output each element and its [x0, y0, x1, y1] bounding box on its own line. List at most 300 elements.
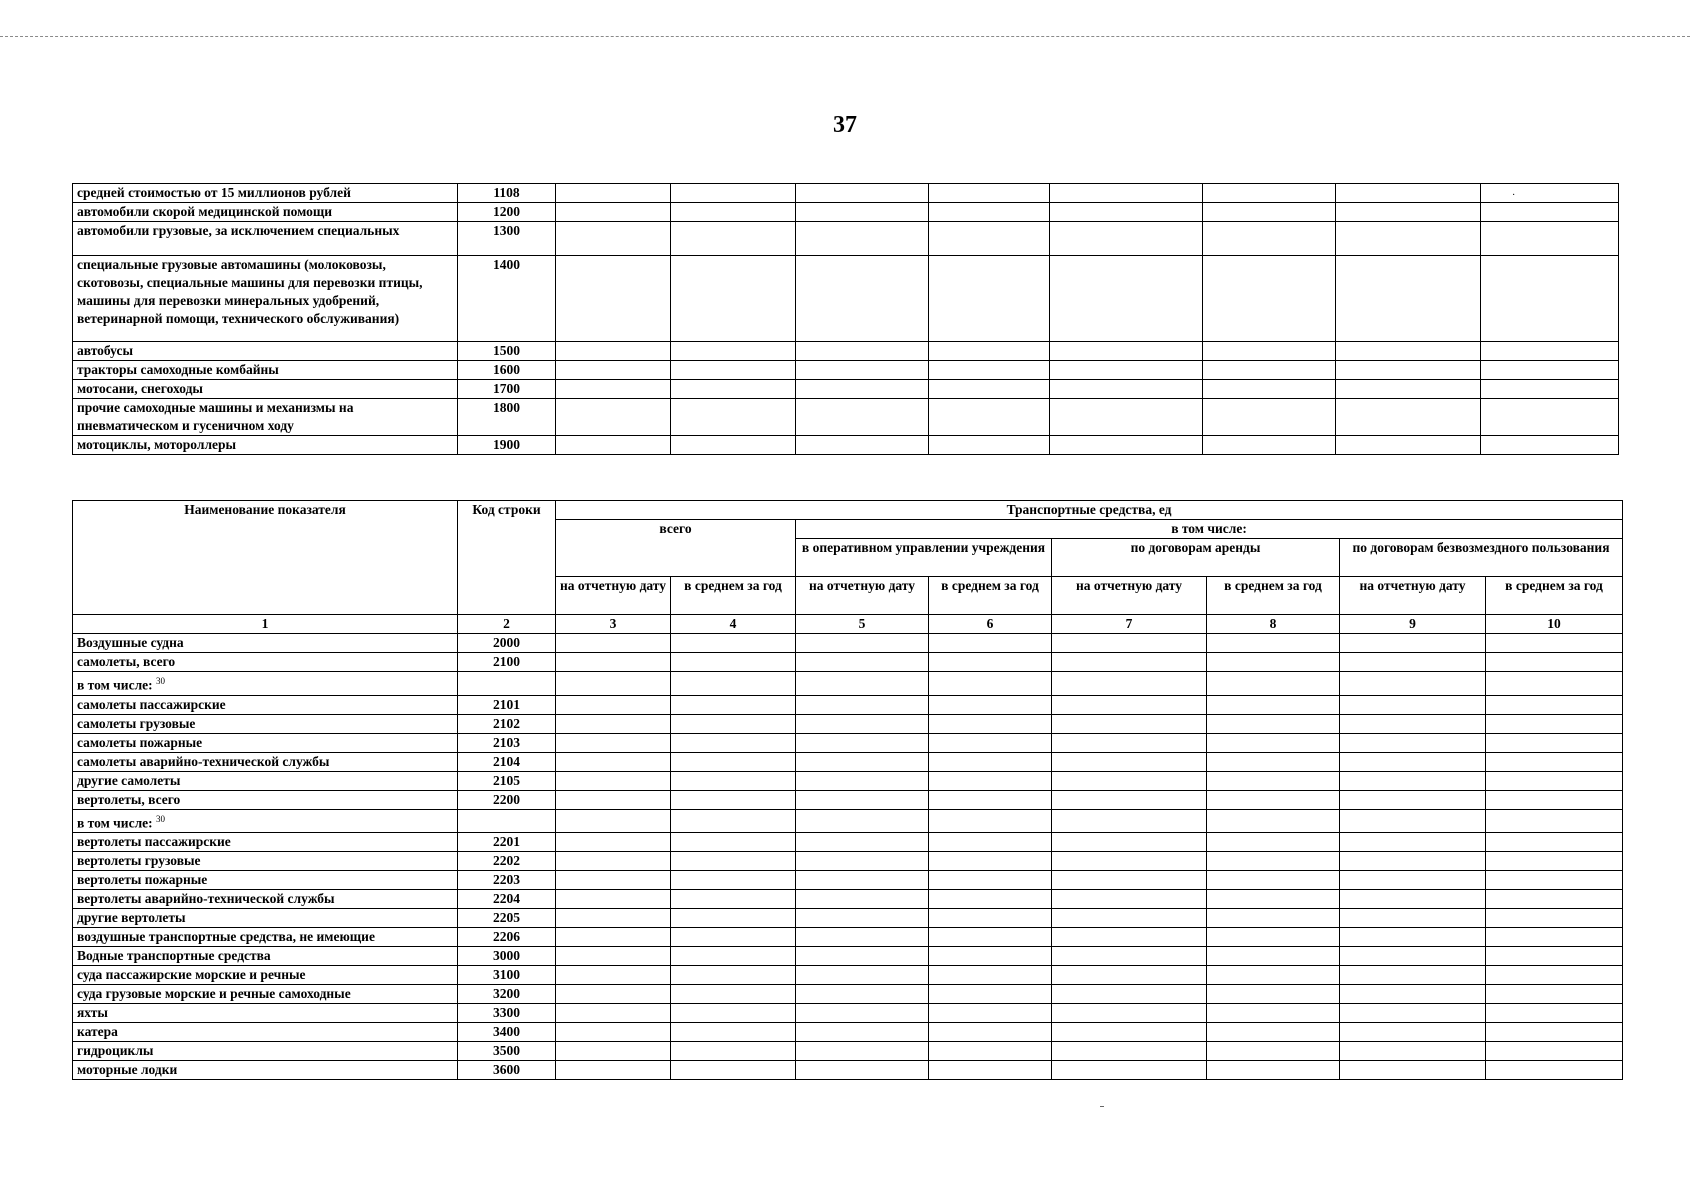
- table-row: [73, 928, 1623, 947]
- value-cell[interactable]: [671, 399, 796, 436]
- value-cell[interactable]: [671, 790, 796, 809]
- value-cell[interactable]: [929, 361, 1050, 380]
- value-cell[interactable]: [1207, 1042, 1340, 1061]
- value-cell[interactable]: [1481, 203, 1619, 222]
- value-cell[interactable]: [556, 399, 671, 436]
- value-cell[interactable]: [1050, 342, 1203, 361]
- value-cell[interactable]: [929, 203, 1050, 222]
- value-cell[interactable]: [556, 909, 671, 928]
- value-cell[interactable]: [929, 714, 1052, 733]
- value-cell[interactable]: [1340, 947, 1486, 966]
- value-cell[interactable]: [1050, 222, 1203, 256]
- value-cell[interactable]: [796, 222, 929, 256]
- value-cell[interactable]: [929, 380, 1050, 399]
- value-cell[interactable]: [671, 947, 796, 966]
- value-cell[interactable]: [929, 634, 1052, 653]
- value-cell[interactable]: [1207, 852, 1340, 871]
- value-cell[interactable]: [1340, 809, 1486, 833]
- value-cell[interactable]: [556, 1061, 671, 1080]
- value-cell[interactable]: [1486, 771, 1623, 790]
- value-cell[interactable]: [1203, 184, 1336, 203]
- row-code: 1500: [458, 342, 556, 361]
- value-cell[interactable]: [671, 985, 796, 1004]
- value-cell[interactable]: [796, 947, 929, 966]
- value-cell[interactable]: [556, 256, 671, 342]
- value-cell[interactable]: [929, 985, 1052, 1004]
- value-cell[interactable]: [671, 342, 796, 361]
- value-cell[interactable]: [796, 695, 929, 714]
- value-cell[interactable]: [671, 380, 796, 399]
- value-cell[interactable]: [796, 928, 929, 947]
- value-cell[interactable]: [556, 985, 671, 1004]
- row-code: 2102: [458, 714, 556, 733]
- value-cell[interactable]: [1207, 1061, 1340, 1080]
- value-cell[interactable]: [1340, 833, 1486, 852]
- value-cell[interactable]: [556, 634, 671, 653]
- value-cell[interactable]: [671, 909, 796, 928]
- value-cell[interactable]: [1052, 771, 1207, 790]
- value-cell[interactable]: [929, 871, 1052, 890]
- value-cell[interactable]: [671, 833, 796, 852]
- value-cell[interactable]: [1340, 733, 1486, 752]
- value-cell[interactable]: [556, 809, 671, 833]
- value-cell[interactable]: [556, 871, 671, 890]
- value-cell[interactable]: [1052, 752, 1207, 771]
- value-cell[interactable]: [1486, 1004, 1623, 1023]
- value-cell[interactable]: [1336, 436, 1481, 455]
- value-cell[interactable]: [1486, 790, 1623, 809]
- value-cell[interactable]: [929, 342, 1050, 361]
- value-cell[interactable]: [556, 222, 671, 256]
- value-cell[interactable]: [1052, 653, 1207, 672]
- value-cell[interactable]: [1207, 714, 1340, 733]
- value-cell[interactable]: [929, 809, 1052, 833]
- value-cell[interactable]: [556, 672, 671, 696]
- value-cell[interactable]: [1207, 771, 1340, 790]
- value-cell[interactable]: [1203, 222, 1336, 256]
- value-cell[interactable]: [796, 985, 929, 1004]
- value-cell[interactable]: [796, 1042, 929, 1061]
- value-cell[interactable]: [929, 672, 1052, 696]
- value-cell[interactable]: [1340, 1061, 1486, 1080]
- value-cell[interactable]: [1052, 809, 1207, 833]
- value-cell[interactable]: [929, 852, 1052, 871]
- value-cell[interactable]: [796, 1004, 929, 1023]
- value-cell[interactable]: [1052, 985, 1207, 1004]
- value-cell[interactable]: [1486, 985, 1623, 1004]
- value-cell[interactable]: [929, 909, 1052, 928]
- table-row: [73, 1023, 1623, 1042]
- value-cell[interactable]: [1481, 256, 1619, 342]
- row-code: 2201: [458, 833, 556, 852]
- row-name: [73, 947, 458, 966]
- value-cell[interactable]: [1340, 852, 1486, 871]
- value-cell[interactable]: [1486, 966, 1623, 985]
- value-cell[interactable]: [556, 695, 671, 714]
- value-cell[interactable]: [1486, 947, 1623, 966]
- value-cell[interactable]: [1481, 342, 1619, 361]
- header-indicator-name: Наименование показателя: [73, 501, 458, 615]
- value-cell[interactable]: [671, 361, 796, 380]
- value-cell[interactable]: [556, 714, 671, 733]
- value-cell[interactable]: [1207, 653, 1340, 672]
- value-cell[interactable]: [556, 1023, 671, 1042]
- value-cell[interactable]: [1207, 733, 1340, 752]
- value-cell[interactable]: [1052, 1004, 1207, 1023]
- value-cell[interactable]: [1340, 985, 1486, 1004]
- value-cell[interactable]: [796, 852, 929, 871]
- row-name: [73, 1023, 458, 1042]
- value-cell[interactable]: [671, 436, 796, 455]
- value-cell[interactable]: [1486, 733, 1623, 752]
- value-cell[interactable]: [929, 256, 1050, 342]
- row-code: 3300: [458, 1004, 556, 1023]
- value-cell[interactable]: [556, 1042, 671, 1061]
- value-cell[interactable]: [1052, 1042, 1207, 1061]
- value-cell[interactable]: [556, 771, 671, 790]
- value-cell[interactable]: [556, 342, 671, 361]
- value-cell[interactable]: [671, 809, 796, 833]
- value-cell[interactable]: [929, 695, 1052, 714]
- value-cell[interactable]: [1340, 752, 1486, 771]
- value-cell[interactable]: [1336, 361, 1481, 380]
- value-cell[interactable]: [796, 184, 929, 203]
- value-cell[interactable]: [1340, 1023, 1486, 1042]
- value-cell[interactable]: [671, 1042, 796, 1061]
- value-cell[interactable]: [1336, 222, 1481, 256]
- value-cell[interactable]: [1050, 256, 1203, 342]
- value-cell[interactable]: [1052, 966, 1207, 985]
- value-cell[interactable]: [929, 1004, 1052, 1023]
- value-cell[interactable]: [1203, 399, 1336, 436]
- header-lease-agreements: по договорам аренды: [1052, 539, 1340, 577]
- value-cell[interactable]: [671, 222, 796, 256]
- value-cell[interactable]: [1486, 634, 1623, 653]
- value-cell[interactable]: [671, 714, 796, 733]
- value-cell[interactable]: [556, 890, 671, 909]
- value-cell[interactable]: [929, 771, 1052, 790]
- value-cell[interactable]: [1207, 928, 1340, 947]
- value-cell[interactable]: [1052, 871, 1207, 890]
- row-code: 3200: [458, 985, 556, 1004]
- value-cell[interactable]: [1207, 890, 1340, 909]
- value-cell[interactable]: [1052, 634, 1207, 653]
- value-cell[interactable]: [1052, 1061, 1207, 1080]
- row-name-text: вертолеты пассажирские: [77, 834, 231, 849]
- value-cell[interactable]: [1340, 634, 1486, 653]
- row-code: 3100: [458, 966, 556, 985]
- table-row: [73, 203, 1619, 222]
- value-cell[interactable]: [671, 672, 796, 696]
- vehicles-table-continued: [72, 183, 1619, 455]
- value-cell[interactable]: [1207, 871, 1340, 890]
- value-cell[interactable]: [556, 733, 671, 752]
- value-cell[interactable]: [1486, 890, 1623, 909]
- value-cell[interactable]: [1481, 399, 1619, 436]
- value-cell[interactable]: [671, 695, 796, 714]
- row-name-text: вертолеты пожарные: [77, 872, 208, 887]
- table-row: [73, 947, 1623, 966]
- value-cell[interactable]: [1050, 380, 1203, 399]
- vehicles-units-table: [72, 500, 1623, 1080]
- value-cell[interactable]: [1481, 380, 1619, 399]
- row-name-text: в том числе:: [77, 815, 153, 830]
- row-name-text: другие вертолеты: [77, 910, 186, 925]
- value-cell[interactable]: [1336, 380, 1481, 399]
- value-cell[interactable]: [1340, 714, 1486, 733]
- value-cell[interactable]: [1481, 436, 1619, 455]
- value-cell[interactable]: [1052, 1023, 1207, 1042]
- value-cell[interactable]: [1207, 790, 1340, 809]
- value-cell[interactable]: [796, 790, 929, 809]
- value-cell[interactable]: [1340, 890, 1486, 909]
- value-cell[interactable]: [556, 833, 671, 852]
- value-cell[interactable]: [1486, 833, 1623, 852]
- value-cell[interactable]: [671, 871, 796, 890]
- value-cell[interactable]: [671, 733, 796, 752]
- value-cell[interactable]: [1336, 399, 1481, 436]
- value-cell[interactable]: [1340, 695, 1486, 714]
- value-cell[interactable]: [929, 928, 1052, 947]
- row-name-text: самолеты пожарные: [77, 734, 203, 750]
- value-cell[interactable]: [796, 203, 929, 222]
- row-name: автобусы: [73, 342, 458, 361]
- value-cell[interactable]: [796, 1023, 929, 1042]
- value-cell[interactable]: [796, 361, 929, 380]
- row-name-text: вертолеты, всего: [77, 791, 181, 807]
- value-cell[interactable]: [556, 361, 671, 380]
- row-name: [73, 890, 458, 909]
- value-cell[interactable]: [1486, 871, 1623, 890]
- value-cell[interactable]: [796, 890, 929, 909]
- value-cell[interactable]: [1486, 714, 1623, 733]
- value-cell[interactable]: [1486, 1061, 1623, 1080]
- value-cell[interactable]: [556, 203, 671, 222]
- value-cell[interactable]: [1340, 928, 1486, 947]
- value-cell[interactable]: [671, 203, 796, 222]
- value-cell[interactable]: [1203, 203, 1336, 222]
- value-cell[interactable]: [1207, 672, 1340, 696]
- value-cell[interactable]: [1207, 985, 1340, 1004]
- row-name: [73, 966, 458, 985]
- value-cell[interactable]: [1207, 947, 1340, 966]
- footnote-mark: 30: [156, 813, 166, 824]
- value-cell[interactable]: [796, 752, 929, 771]
- value-cell[interactable]: [1481, 361, 1619, 380]
- row-name-text: другие самолеты: [77, 772, 181, 788]
- value-cell[interactable]: [671, 1061, 796, 1080]
- value-cell[interactable]: [1340, 790, 1486, 809]
- value-cell[interactable]: [671, 771, 796, 790]
- value-cell[interactable]: [796, 436, 929, 455]
- value-cell[interactable]: [1481, 222, 1619, 256]
- value-cell[interactable]: [1050, 436, 1203, 455]
- value-cell[interactable]: [1336, 256, 1481, 342]
- value-cell[interactable]: [929, 1023, 1052, 1042]
- value-cell[interactable]: [1050, 203, 1203, 222]
- value-cell[interactable]: [929, 733, 1052, 752]
- value-cell[interactable]: [1050, 184, 1203, 203]
- value-cell[interactable]: [1052, 833, 1207, 852]
- value-cell[interactable]: [1486, 695, 1623, 714]
- row-name-text: Воздушные судна: [77, 635, 184, 650]
- value-cell[interactable]: [1340, 771, 1486, 790]
- value-cell[interactable]: [1207, 1023, 1340, 1042]
- value-cell[interactable]: [1052, 714, 1207, 733]
- column-number: 3: [556, 615, 671, 634]
- value-cell[interactable]: [1340, 966, 1486, 985]
- value-cell[interactable]: [796, 672, 929, 696]
- value-cell[interactable]: [556, 184, 671, 203]
- value-cell[interactable]: [1207, 833, 1340, 852]
- value-cell[interactable]: [796, 634, 929, 653]
- row-code: [458, 672, 556, 696]
- value-cell[interactable]: [796, 342, 929, 361]
- value-cell[interactable]: [1203, 361, 1336, 380]
- column-number: 9: [1340, 615, 1486, 634]
- table-row: [73, 733, 1623, 752]
- value-cell[interactable]: [1486, 653, 1623, 672]
- value-cell[interactable]: [1207, 1004, 1340, 1023]
- value-cell[interactable]: [556, 752, 671, 771]
- value-cell[interactable]: [1207, 695, 1340, 714]
- header-vehicles-units: Транспортные средства, ед: [556, 501, 1623, 520]
- value-cell[interactable]: [671, 1023, 796, 1042]
- value-cell[interactable]: [796, 833, 929, 852]
- value-cell[interactable]: [671, 256, 796, 342]
- stray-dot-mark: [1100, 1106, 1104, 1107]
- value-cell[interactable]: [796, 909, 929, 928]
- value-cell[interactable]: [1207, 966, 1340, 985]
- value-cell[interactable]: [1336, 203, 1481, 222]
- value-cell[interactable]: [671, 852, 796, 871]
- value-cell[interactable]: [1050, 361, 1203, 380]
- table-row: [73, 752, 1623, 771]
- value-cell[interactable]: [1486, 852, 1623, 871]
- value-cell[interactable]: [1486, 752, 1623, 771]
- value-cell[interactable]: [1340, 672, 1486, 696]
- value-cell[interactable]: [1486, 672, 1623, 696]
- row-name: [73, 871, 458, 890]
- row-name-text: вертолеты аварийно-технической службы: [77, 891, 335, 906]
- row-name: [73, 714, 458, 733]
- value-cell[interactable]: [671, 752, 796, 771]
- value-cell[interactable]: [556, 928, 671, 947]
- value-cell[interactable]: [796, 733, 929, 752]
- value-cell[interactable]: [556, 852, 671, 871]
- value-cell[interactable]: [671, 1004, 796, 1023]
- value-cell[interactable]: [1203, 380, 1336, 399]
- value-cell[interactable]: [929, 966, 1052, 985]
- value-cell[interactable]: [929, 399, 1050, 436]
- row-name: [73, 852, 458, 871]
- value-cell[interactable]: [929, 947, 1052, 966]
- value-cell[interactable]: [556, 380, 671, 399]
- value-cell[interactable]: [556, 947, 671, 966]
- value-cell[interactable]: [1203, 436, 1336, 455]
- value-cell[interactable]: [1207, 634, 1340, 653]
- value-cell[interactable]: [929, 790, 1052, 809]
- value-cell[interactable]: [556, 1004, 671, 1023]
- value-cell[interactable]: [1486, 909, 1623, 928]
- value-cell[interactable]: [1052, 890, 1207, 909]
- value-cell[interactable]: [1486, 928, 1623, 947]
- value-cell[interactable]: [929, 890, 1052, 909]
- value-cell[interactable]: [671, 966, 796, 985]
- value-cell[interactable]: [556, 653, 671, 672]
- row-name-text: моторные лодки: [77, 1062, 178, 1077]
- table-row: [73, 790, 1623, 809]
- value-cell[interactable]: [796, 714, 929, 733]
- value-cell[interactable]: [796, 966, 929, 985]
- value-cell[interactable]: [796, 256, 929, 342]
- value-cell[interactable]: [796, 771, 929, 790]
- value-cell[interactable]: [929, 436, 1050, 455]
- value-cell[interactable]: [929, 222, 1050, 256]
- value-cell[interactable]: [671, 653, 796, 672]
- value-cell[interactable]: [1203, 256, 1336, 342]
- value-cell[interactable]: [556, 966, 671, 985]
- value-cell[interactable]: [929, 653, 1052, 672]
- value-cell[interactable]: [929, 1061, 1052, 1080]
- value-cell[interactable]: [796, 871, 929, 890]
- value-cell[interactable]: [1481, 184, 1619, 203]
- column-number: 6: [929, 615, 1052, 634]
- value-cell[interactable]: [929, 752, 1052, 771]
- value-cell[interactable]: [1207, 909, 1340, 928]
- value-cell[interactable]: [1336, 342, 1481, 361]
- value-cell[interactable]: [1052, 695, 1207, 714]
- value-cell[interactable]: [671, 634, 796, 653]
- value-cell[interactable]: [1052, 672, 1207, 696]
- value-cell[interactable]: [796, 653, 929, 672]
- value-cell[interactable]: [556, 436, 671, 455]
- value-cell[interactable]: [1340, 1004, 1486, 1023]
- value-cell[interactable]: [1052, 733, 1207, 752]
- value-cell[interactable]: [1336, 184, 1481, 203]
- value-cell[interactable]: [1486, 809, 1623, 833]
- value-cell[interactable]: [796, 380, 929, 399]
- value-cell[interactable]: [1486, 1042, 1623, 1061]
- value-cell[interactable]: [1207, 752, 1340, 771]
- value-cell[interactable]: [1340, 871, 1486, 890]
- value-cell[interactable]: [929, 833, 1052, 852]
- value-cell[interactable]: [796, 1061, 929, 1080]
- value-cell[interactable]: [556, 790, 671, 809]
- value-cell[interactable]: [1052, 790, 1207, 809]
- value-cell[interactable]: [671, 928, 796, 947]
- value-cell[interactable]: [1052, 909, 1207, 928]
- value-cell[interactable]: [929, 1042, 1052, 1061]
- value-cell[interactable]: [1207, 809, 1340, 833]
- value-cell[interactable]: [1340, 909, 1486, 928]
- value-cell[interactable]: [1052, 947, 1207, 966]
- value-cell[interactable]: [929, 184, 1050, 203]
- value-cell[interactable]: [1052, 928, 1207, 947]
- value-cell[interactable]: [1052, 852, 1207, 871]
- value-cell[interactable]: [1340, 653, 1486, 672]
- value-cell[interactable]: [1050, 399, 1203, 436]
- value-cell[interactable]: [671, 890, 796, 909]
- value-cell[interactable]: [1340, 1042, 1486, 1061]
- value-cell[interactable]: [671, 184, 796, 203]
- value-cell[interactable]: [1486, 1023, 1623, 1042]
- value-cell[interactable]: [796, 399, 929, 436]
- value-cell[interactable]: [1203, 342, 1336, 361]
- row-name-text: суда грузовые морские и речные самоходные: [77, 986, 351, 1001]
- value-cell[interactable]: [796, 809, 929, 833]
- row-name: [73, 695, 458, 714]
